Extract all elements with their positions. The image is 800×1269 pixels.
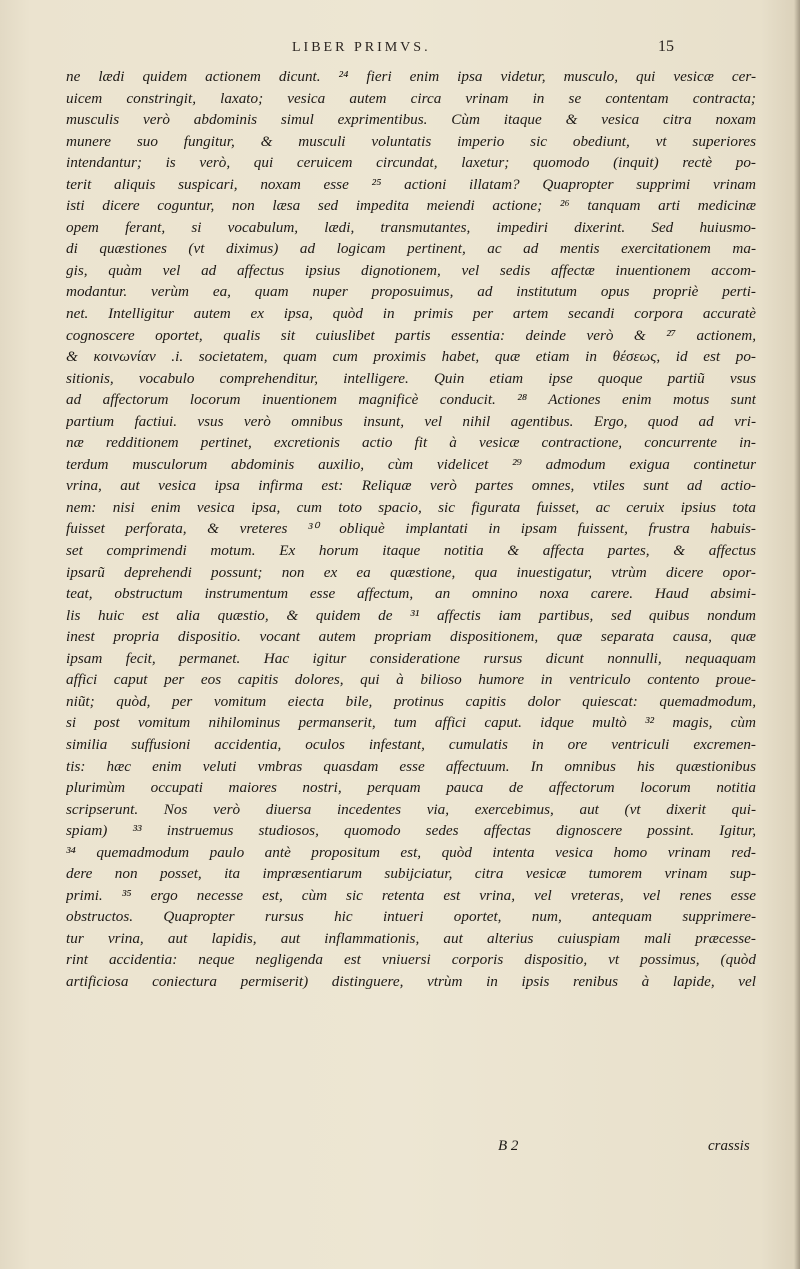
text-line: affici caput per eos capitis dolores, qui à bilioso humore in ventriculo contento proue- <box>66 671 756 689</box>
catchword: crassis <box>708 1138 750 1154</box>
text-line: terit aliquis suspicari, noxam esse ²⁵ actioni illatam? Quapropter supprimi vrinam <box>66 175 756 193</box>
text-line: si post vomitum nihilominus permanserit, tum affici caput. idque multò ³² magis, cùm <box>66 714 756 732</box>
text-line: nem: nisi enim vesica ipsa, cum toto spacio, sic figurata fuisset, ac ceruix ipsius tota <box>66 498 756 516</box>
text-line: gis, quàm vel ad affectus ipsius dignotionem, vel sedis affectæ inuentionem accom- <box>66 261 756 279</box>
text-line: teat, obstructum instrumentum esse affectum, an omnino noxa carere. Haud absimi- <box>66 585 756 603</box>
text-line: tur vrina, aut lapidis, aut inflammationis, aut alterius cuiuspiam mali præcesse- <box>66 929 756 947</box>
page-number: 15 <box>658 38 674 55</box>
text-line: næ redditionem pertinet, excretionis actio fit à vesicæ contractione, concurrente in- <box>66 434 756 452</box>
text-line: primi. ³⁵ ergo necesse est, cùm sic retenta est vrina, vel vreteras, vel renes esse <box>66 886 756 904</box>
text-line: sitionis, vocabulo comprehenditur, intelligere. Quin etiam ipse quoque partiũ vsus <box>66 369 756 387</box>
text-line: fuisset perforata, & vreteres ³⁰ obliquè implantati in ipsam fuissent, frustra habuis- <box>66 520 756 538</box>
text-line: & κοινωνίαν .i. societatem, quam cum proximis habet, quæ etiam in θέσεως, id est po- <box>66 348 756 366</box>
text-line: ad affectorum locorum inuentionem magnificè conducit. ²⁸ Actiones enim motus sunt <box>66 391 756 409</box>
text-line: net. Intelligitur autem ex ipsa, quòd in primis per artem secandi corpora accuratè <box>66 305 756 323</box>
text-line: scripserunt. Nos verò diuersa incedentes via, exercebimus, aut (vt dixerit qui- <box>66 800 756 818</box>
text-line: di quæstiones (vt diximus) ad logicam pertinent, ac ad mentis exercitationem ma- <box>66 240 756 258</box>
running-title: LIBER PRIMVS. <box>292 40 431 55</box>
text-line: opem ferant, si vocabulum, lædi, transmutantes, impediri dixerint. Sed huiusmo- <box>66 218 756 236</box>
text-line: niũt; quòd, per vomitum eiecta bile, protinus capitis dolor quiescat: quemadmodum, <box>66 692 756 710</box>
text-line: set comprimendi motum. Ex horum itaque notitia & affecta partes, & affectus <box>66 542 756 560</box>
page-header <box>0 36 800 60</box>
signature-mark: B 2 <box>498 1138 519 1154</box>
text-line: partium factiui. vsus verò omnibus insunt, vel nihil agentibus. Ergo, quod ad vri- <box>66 412 756 430</box>
text-line: inest propria dispositio. vocant autem propriam dispositionem, quæ separata causa, quæ <box>66 628 756 646</box>
text-line: obstructos. Quapropter rursus hic intueri oportet, num, antequam supprimere- <box>66 908 756 926</box>
text-line: similia suffusioni accidentia, oculos infestant, cumulatis in ore ventriculi excremen- <box>66 735 756 753</box>
text-line: spiam) ³³ instruemus studiosos, quomodo sedes affectas dignoscere possint. Igitur, <box>66 822 756 840</box>
text-line: cognoscere oportet, qualis sit cuiuslibet partis essentia: deinde verò & ²⁷ actionem, <box>66 326 756 344</box>
text-line: musculis verò abdominis simul exprimentibus. Cùm itaque & vesica citra noxam <box>66 111 756 129</box>
text-line: plurimùm occupati maiores nostri, perquam pauca de affectorum locorum notitia <box>66 779 756 797</box>
text-line: ipsarũ deprehendi possunt; non ex ea quæstione, qua inuestigatur, vtrùm dicere opor- <box>66 563 756 581</box>
text-line: terdum musculorum abdominis auxilio, cùm videlicet ²⁹ admodum exigua continetur <box>66 455 756 473</box>
text-line: dere non posset, ita impræsentiarum subijciatur, citra vesicæ tumorem vrinam sup- <box>66 865 756 883</box>
text-line: rint accidentia: neque negligenda est vniuersi corporis dispositio, vt possimus, (quòd <box>66 951 756 969</box>
text-line: isti dicere coguntur, non læsa sed impedita meiendi actione; ²⁶ tanquam arti medicinæ <box>66 197 756 215</box>
text-line: vrina, aut vesica ipsa infirma est: Reliquæ verò partes omnes, vtiles sunt ad actio- <box>66 477 756 495</box>
text-line: lis huic est alia quæstio, & quidem de ³¹ affectis iam partibus, sed quibus nondum <box>66 606 756 624</box>
text-line: ne lædi quidem actionem dicunt. ²⁴ fieri enim ipsa videtur, musculo, qui vesicæ cer- <box>66 68 756 85</box>
text-line: ³⁴ quemadmodum paulo antè propositum est, quòd intenta vesica homo vrinam red- <box>66 843 756 861</box>
text-line: modantur. verùm ea, quam nuper proposuimus, ad institutum opus propriè perti- <box>66 283 756 301</box>
page-footer <box>0 1138 800 1164</box>
text-line: tis: hæc enim veluti vmbras quasdam esse affectuum. In omnibus his quæstionibus <box>66 757 756 775</box>
body-text <box>66 66 756 1156</box>
text-line: ipsam fecit, permanet. Hac igitur consideratione rursus dicunt nonnulli, nequaquam <box>66 649 756 667</box>
text-line: uicem constringit, laxato; vesica autem circa vrinam in se contentam contracta; <box>66 89 756 107</box>
text-line: intendantur; is verò, qui ceruicem circundat, laxetur; quomodo (inquit) rectè po- <box>66 154 756 172</box>
text-line: artificiosa coniectura permiserit) distinguere, vtrùm in ipsis renibus à lapide, vel <box>66 972 756 990</box>
text-line <box>66 993 756 1015</box>
text-line: munere suo fungitur, & musculi voluntatis imperio sic obediunt, vt superiores <box>66 132 756 150</box>
